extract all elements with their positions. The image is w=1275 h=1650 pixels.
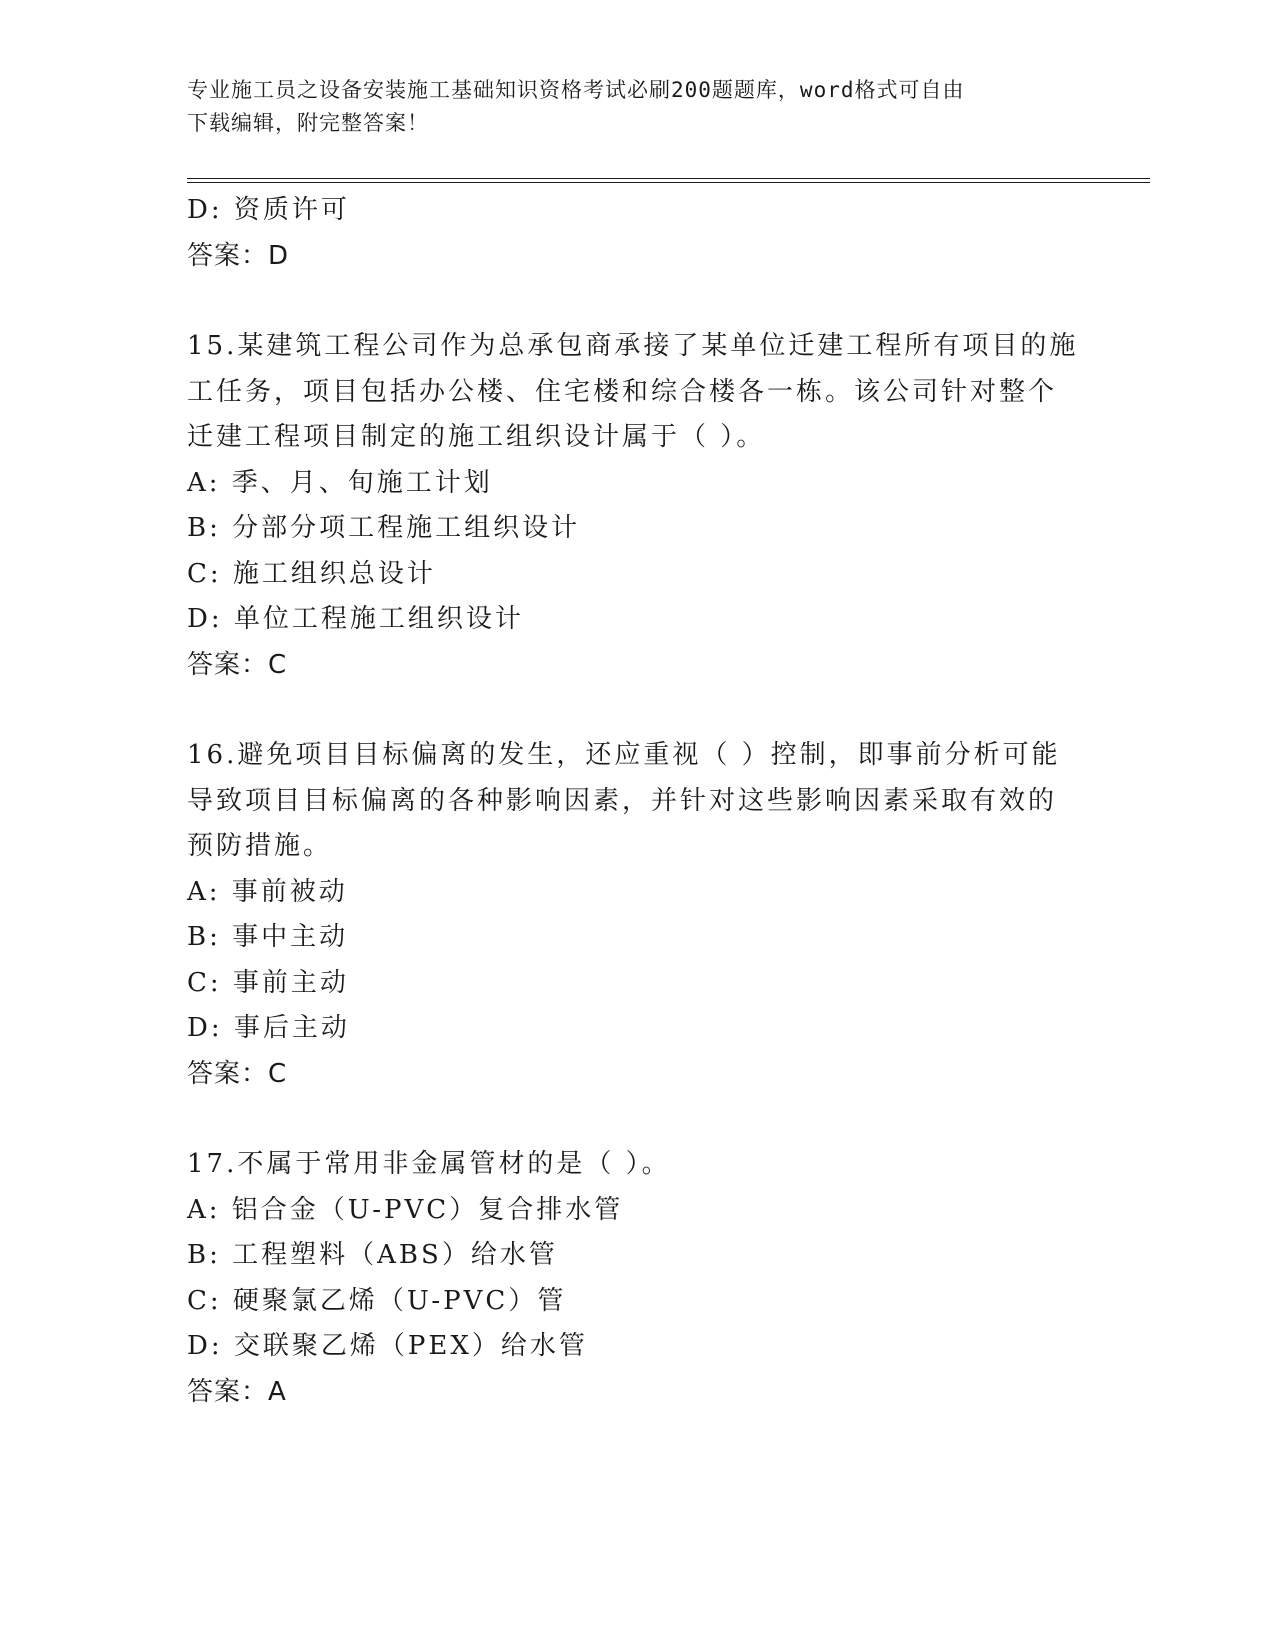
header-divider-bottom [187, 182, 1150, 183]
option-d: D: 事后主动 [187, 1013, 350, 1043]
header-line-2: 下载编辑，附完整答案！ [187, 111, 429, 135]
question-stem-line: 迁建工程项目制定的施工组织设计属于（ ）。 [187, 422, 766, 452]
spacer [187, 279, 1087, 324]
question-content [187, 188, 1087, 1415]
option-b: B: 事中主动 [187, 922, 349, 952]
option-c: C: 硬聚氯乙烯（U-PVC）管 [187, 1285, 567, 1316]
header-divider-top [187, 178, 1150, 179]
option-c: C: 事前主动 [187, 967, 349, 998]
option-d: D: 交联聚乙烯（PEX）给水管 [187, 1331, 588, 1361]
spacer [187, 688, 1087, 733]
question-stem-line: 工任务，项目包括办公楼、住宅楼和综合楼各一栋。该公司针对整个 [187, 376, 1058, 407]
question-stem-line: 15.某建筑工程公司作为总承包商承接了某单位迁建工程所有项目的施 [187, 331, 1079, 361]
spacer [187, 1097, 1087, 1142]
option-d: D: 单位工程施工组织设计 [187, 604, 524, 634]
answer-line: 答案：A [187, 1376, 287, 1407]
option-d: D: 资质许可 [187, 195, 350, 225]
option-b: B: 分部分项工程施工组织设计 [187, 513, 581, 543]
answer-line: 答案：D [187, 240, 290, 271]
option-a: A: 季、月、旬施工计划 [187, 467, 493, 498]
header-line-1: 专业施工员之设备安装施工基础知识资格考试必刷200题题库，word格式可自由 [187, 78, 965, 102]
document-header [187, 74, 1067, 140]
question-14-tail [187, 188, 1087, 279]
answer-line: 答案：C [187, 1058, 288, 1089]
question-16 [187, 733, 1087, 1097]
question-stem-line: 17.不属于常用非金属管材的是（ ）。 [187, 1149, 671, 1179]
option-a: A: 事前被动 [187, 876, 348, 907]
option-a: A: 铝合金（U-PVC）复合排水管 [187, 1194, 624, 1225]
question-15 [187, 324, 1087, 688]
question-17 [187, 1142, 1087, 1415]
answer-line: 答案：C [187, 649, 288, 680]
option-c: C: 施工组织总设计 [187, 558, 436, 589]
option-b: B: 工程塑料（ABS）给水管 [187, 1240, 558, 1270]
question-stem-line: 预防措施。 [187, 831, 333, 861]
question-stem-line: 导致项目目标偏离的各种影响因素，并针对这些影响因素采取有效的 [187, 785, 1058, 816]
question-stem-line: 16.避免项目目标偏离的发生，还应重视（ ）控制，即事前分析可能 [187, 740, 1061, 770]
